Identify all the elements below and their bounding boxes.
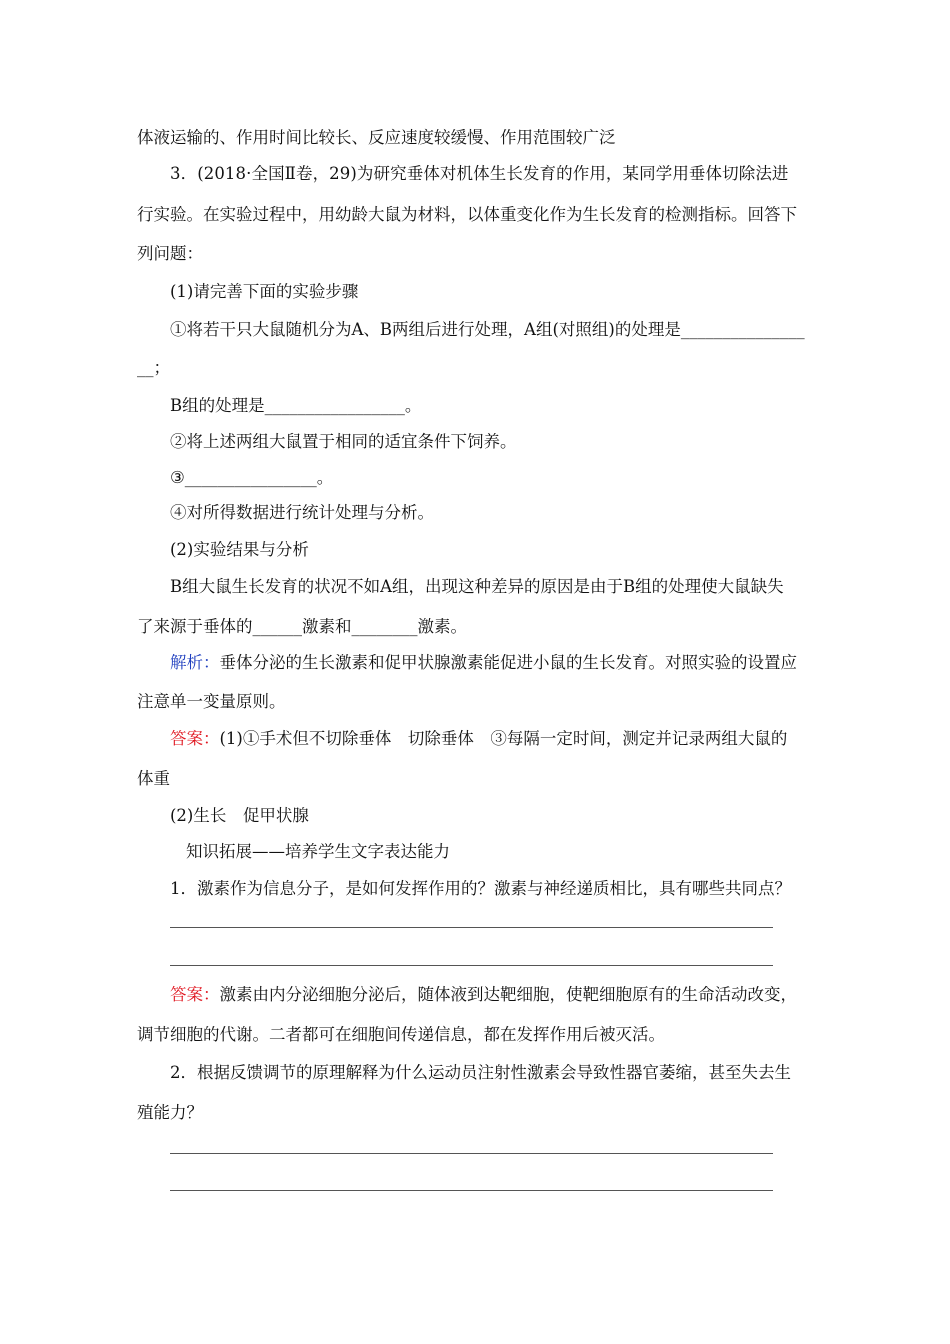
analysis-text: 垂体分泌的生长激素和促甲状腺激素能促进小鼠的生长发育。对照实验的设置应 (219, 653, 797, 672)
answer-part-2: (2)生长 促甲状腺 (170, 806, 309, 825)
answer-blank-line (170, 1153, 773, 1154)
step-1: ①将若干只大鼠随机分为A、B两组后进行处理，A组(对照组)的处理是_______________ (170, 320, 805, 339)
answer-blank-line (170, 965, 773, 966)
text-line: 了来源于垂体的______激素和________激素。 (137, 617, 467, 636)
text-line: 体液运输的、作用时间比较长、反应速度较缓慢、作用范围较广泛 (137, 128, 616, 147)
text-line: 注意单一变量原则。 (137, 692, 286, 711)
analysis-line (170, 653, 860, 673)
extension-question-2: 2．根据反馈调节的原理解释为什么运动员注射性激素会导致性器官萎缩，甚至失去生 (170, 1063, 791, 1082)
text-line: 列问题： (137, 244, 203, 263)
answer-text: (1)①手术但不切除垂体 切除垂体 ③每隔一定时间，测定并记录两组大鼠的 (219, 729, 788, 748)
question-3-stem: 3．(2018·全国Ⅱ卷，29)为研究垂体对机体生长发育的作用，某同学用垂体切除法进 (170, 164, 789, 183)
sub-question-1: (1)请完善下面的实验步骤 (170, 282, 359, 301)
text-line: 体重 (137, 769, 170, 788)
answer-line (170, 985, 860, 1005)
extension-question-1: 1．激素作为信息分子，是如何发挥作用的？激素与神经递质相比，具有哪些共同点？ (170, 879, 791, 898)
step-4: ④对所得数据进行统计处理与分析。 (170, 503, 434, 522)
sub-question-2: (2)实验结果与分析 (170, 540, 309, 559)
section-heading: 知识拓展——培养学生文字表达能力 (186, 842, 450, 861)
answer-text: 激素由内分泌细胞分泌后，随体液到达靶细胞，使靶细胞原有的生命活动改变， (219, 985, 797, 1004)
text-line: 殖能力？ (137, 1103, 203, 1122)
answer-blank-line (170, 927, 773, 928)
step-2: ②将上述两组大鼠置于相同的适宜条件下饲养。 (170, 432, 517, 451)
text-line: 行实验。在实验过程中，用幼龄大鼠为材料，以体重变化作为生长发育的检测指标。回答下 (137, 205, 797, 224)
answer-line (170, 729, 860, 749)
text-line: 调节细胞的代谢。二者都可在细胞间传递信息，都在发挥作用后被灭活。 (137, 1025, 665, 1044)
text-line: __； (137, 358, 170, 377)
text-line: B组大鼠生长发育的状况不如A组，出现这种差异的原因是由于B组的处理使大鼠缺失 (170, 577, 784, 596)
step-3: ③________________。 (170, 468, 334, 487)
answer-label: 答案： (170, 729, 220, 748)
analysis-label: 解析： (170, 653, 220, 672)
answer-blank-line (170, 1190, 773, 1191)
answer-label: 答案： (170, 985, 220, 1004)
step-1-group-b: B组的处理是_________________。 (170, 396, 422, 415)
